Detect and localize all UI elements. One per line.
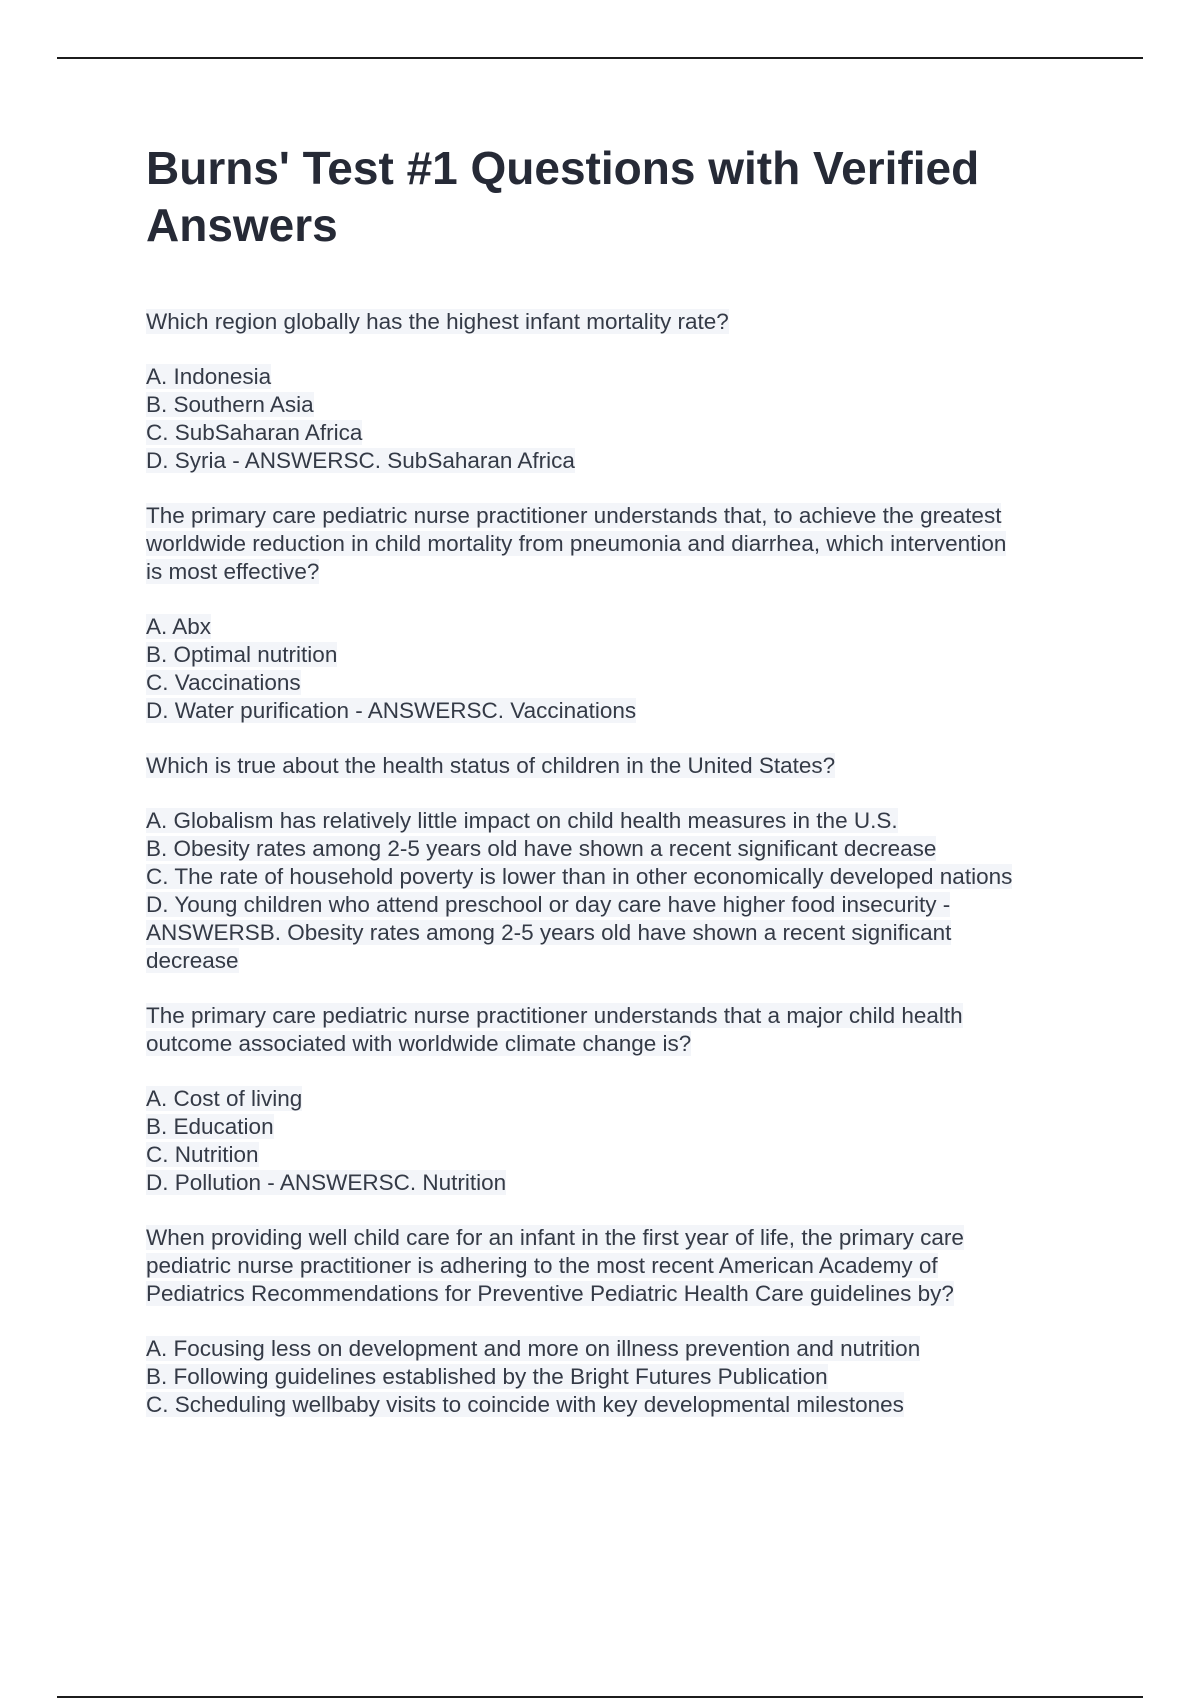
question-line: is most effective? [146,559,320,584]
option-line: A. Focusing less on development and more on illness prevention and nutrition [146,1336,921,1361]
question-text [146,752,1106,780]
question-block-1 [146,308,1106,475]
question-text [146,502,1106,586]
question-line: worldwide reduction in child mortality from pneumonia and diarrhea, which intervention [146,531,1007,556]
option-line: A. Globalism has relatively little impact on child health measures in the U.S. [146,808,898,833]
question-line: When providing well child care for an infant in the first year of life, the primary care [146,1225,964,1250]
option-line: B. Obesity rates among 2-5 years old have shown a recent significant decrease [146,836,937,861]
question-line: Which region globally has the highest infant mortality rate? [146,309,729,334]
question-line: pediatric nurse practitioner is adhering to the most recent American Academy of [146,1253,938,1278]
question-text [146,1224,1106,1308]
option-line: B. Southern Asia [146,392,314,417]
question-block-4 [146,1002,1106,1197]
question-block-2 [146,502,1106,725]
question-block-5 [146,1224,1106,1419]
answer-options [146,363,1106,475]
option-answer-line: decrease [146,948,239,973]
option-line: A. Abx [146,614,212,639]
option-answer-line: D. Syria - ANSWERSC. SubSaharan Africa [146,448,575,473]
option-line: B. Following guidelines established by the Bright Futures Publication [146,1364,828,1389]
option-line: C. Scheduling wellbaby visits to coincide with key developmental milestones [146,1392,904,1417]
question-text [146,1002,1106,1058]
option-answer-line: D. Pollution - ANSWERSC. Nutrition [146,1170,507,1195]
option-line: D. Young children who attend preschool or day care have higher food insecurity - [146,892,951,917]
option-line: C. Vaccinations [146,670,301,695]
option-line: B. Education [146,1114,274,1139]
question-line: The primary care pediatric nurse practitioner understands that a major child health [146,1003,963,1028]
answer-options [146,1085,1106,1197]
option-line: A. Cost of living [146,1086,303,1111]
question-list [146,308,1106,1419]
document-title: Burns' Test #1 Questions with Verified Answers [146,142,980,251]
answer-options [146,1335,1106,1419]
option-answer-line: ANSWERSB. Obesity rates among 2-5 years old have shown a recent significant [146,920,952,945]
question-line: The primary care pediatric nurse practitioner understands that, to achieve the greatest [146,503,1002,528]
bottom-divider [57,1696,1143,1698]
question-line: Which is true about the health status of children in the United States? [146,753,836,778]
option-line: C. SubSaharan Africa [146,420,363,445]
question-text [146,308,1106,336]
option-answer-line: D. Water purification - ANSWERSC. Vaccinations [146,698,637,723]
option-line: A. Indonesia [146,364,272,389]
question-block-3 [146,752,1106,975]
top-divider [57,57,1143,59]
option-line: B. Optimal nutrition [146,642,338,667]
answer-options [146,807,1106,975]
question-line: outcome associated with worldwide climate change is? [146,1031,692,1056]
document-body [146,140,1106,1446]
option-line: C. Nutrition [146,1142,259,1167]
question-line: Pediatrics Recommendations for Preventive Pediatric Health Care guidelines by? [146,1281,954,1306]
answer-options [146,613,1106,725]
option-line: C. The rate of household poverty is lower than in other economically developed nations [146,864,1013,889]
